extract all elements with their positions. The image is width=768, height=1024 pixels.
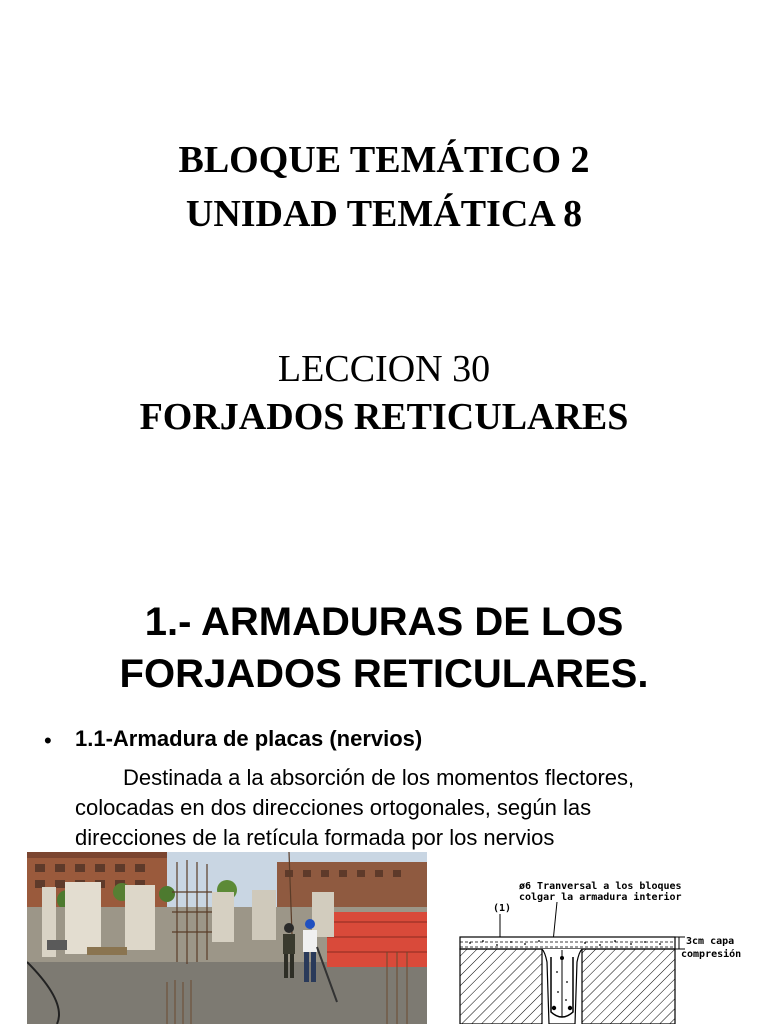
construction-site-photo	[27, 852, 427, 1024]
diagram-label-capa: 3cm capa	[686, 936, 735, 947]
diagram-label-compresion: compresión	[681, 949, 742, 960]
diagram-label-transversal: ø6 Tranversal a los bloques	[519, 881, 682, 892]
diagram-label-ref: (1)	[493, 903, 512, 914]
paragraph-line-2: colocadas en dos direcciones ortogonales, según las	[75, 795, 592, 820]
paragraph-line-1: Destinada a la absorción de los momentos flectores,	[123, 765, 635, 790]
slab-rib-section-drawing	[445, 862, 768, 1024]
lesson-number: LECCION 30	[277, 348, 491, 390]
diagram-label-colgar: colgar la armadura interior	[519, 892, 682, 903]
bullet-marker: •	[44, 728, 52, 753]
lesson-title: FORJADOS RETICULARES	[139, 396, 629, 438]
section-title-line1: 1.- ARMADURAS DE LOS	[144, 600, 624, 644]
block-title: BLOQUE TEMÁTICO 2	[178, 139, 590, 181]
paragraph-line-3: direcciones de la retícula formada por los nervios	[75, 825, 555, 850]
section-title-line2: FORJADOS RETICULARES.	[119, 652, 649, 696]
unit-title: UNIDAD TEMÁTICA 8	[185, 193, 583, 235]
bullet-heading: 1.1-Armadura de placas (nervios)	[75, 726, 423, 751]
